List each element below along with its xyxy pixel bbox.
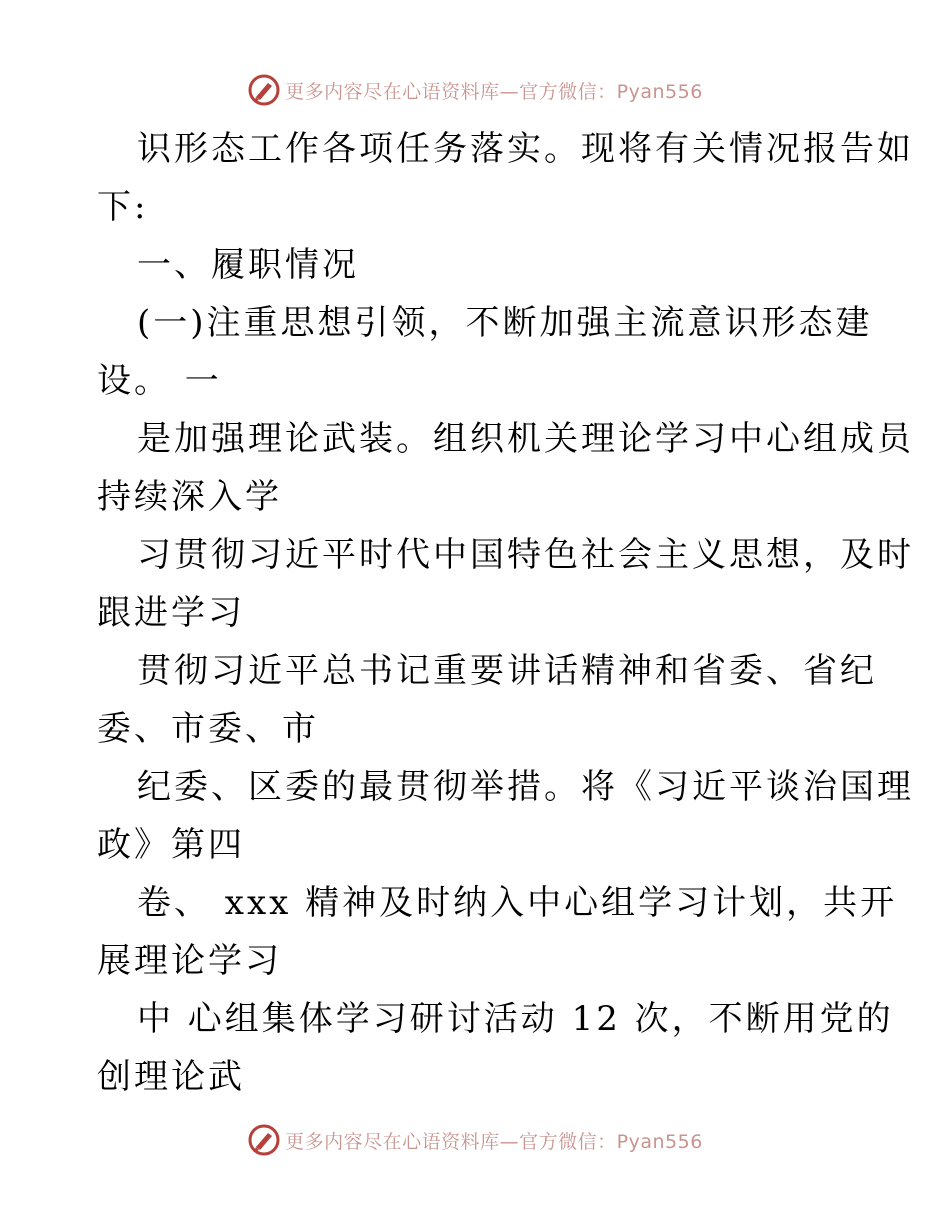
paragraph-line: 纪委、区委的最贯彻举措。将《习近平谈治国理 [137,767,914,807]
footer-banner [0,1118,950,1162]
paragraph-line: 跟进学习 [97,593,245,633]
pen-logo-icon [247,1123,281,1157]
document-body [97,120,914,1106]
paragraph-line: 是加强理论武装。组织机关理论学习中心组成员 [137,419,914,459]
subsection-heading: (一)注重思想引领，不断加强主流意识形态建 [137,303,873,343]
paragraph-line: 政》第四 [97,825,245,865]
paragraph-line: 设。 一 [97,361,222,401]
paragraph-line: 中 心组集体学习研讨活动 12 次，不断用党的 [137,999,894,1039]
paragraph-line: 贯彻习近平总书记重要讲话精神和省委、省纪 [137,651,877,691]
header-banner-text: 更多内容尽在心语资料库—官方微信：Pyan556 [285,80,703,103]
header-banner [0,68,950,112]
paragraph-line: 习贯彻习近平时代中国特色社会主义思想，及时 [137,535,914,575]
paragraph-line: 创理论武 [97,1057,245,1097]
footer-banner-text: 更多内容尽在心语资料库—官方微信：Pyan556 [285,1130,703,1153]
pen-logo-icon [247,73,281,107]
paragraph-line: 卷、 xxx 精神及时纳入中心组学习计划，共开 [137,883,898,923]
paragraph-line: 持续深入学 [97,477,282,517]
paragraph-line: 识形态工作各项任务落实。现将有关情况报告如 [137,129,914,169]
section-heading: 一、履职情况 [137,245,359,285]
paragraph-line: 展理论学习 [97,941,282,981]
paragraph-line: 下: [97,187,149,227]
paragraph-line: 委、市委、市 [97,709,319,749]
